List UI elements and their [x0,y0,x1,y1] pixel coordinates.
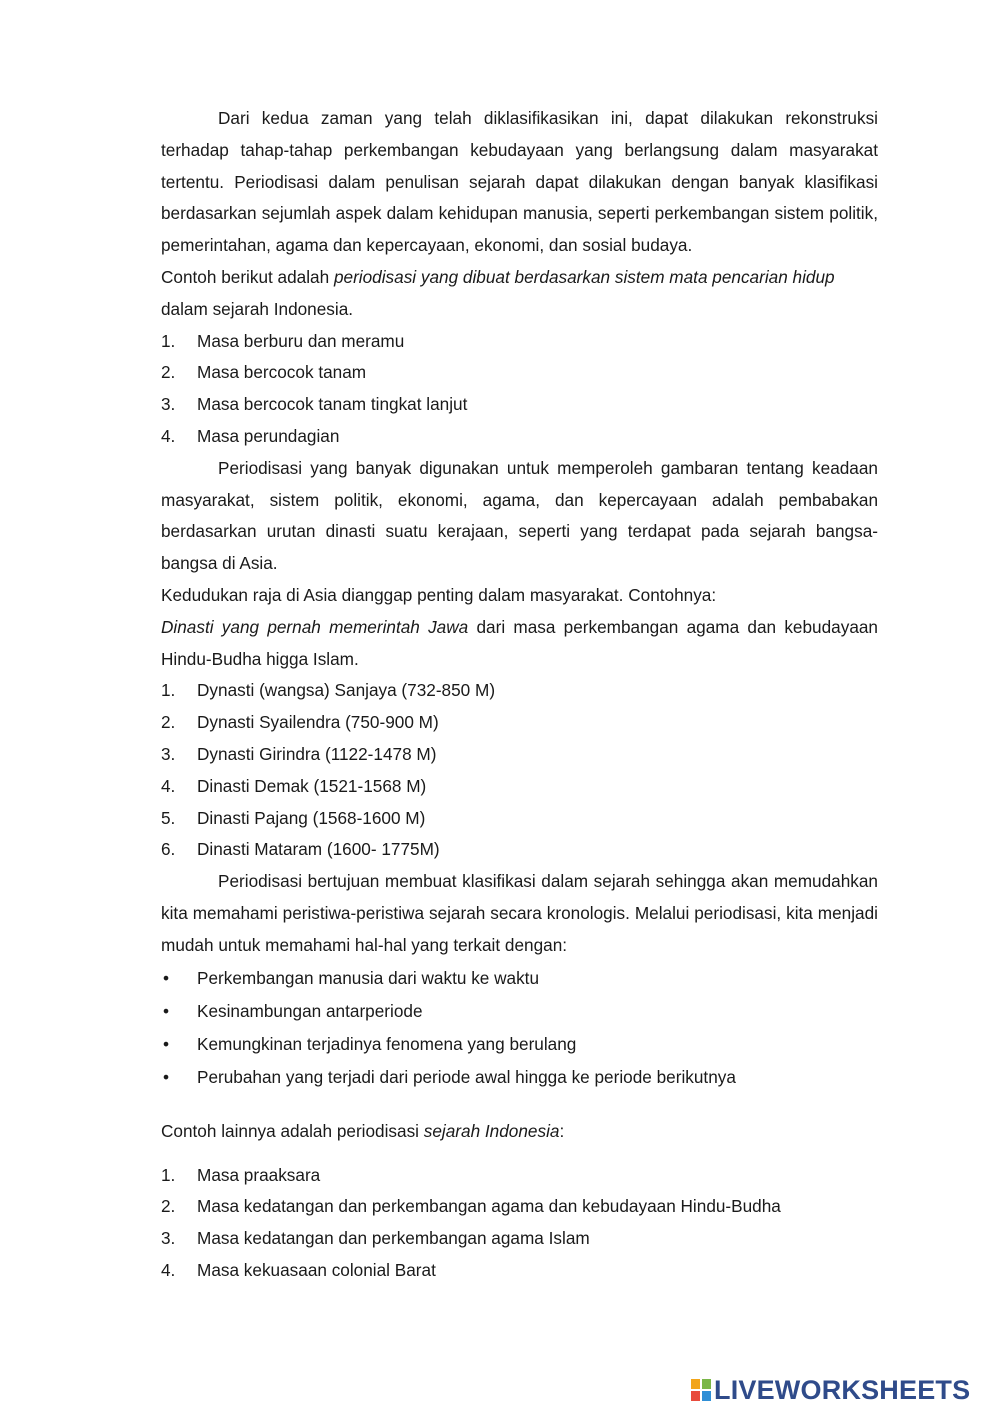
list-item: 4. Masa perundagian [161,425,340,446]
example-italic: Dinasti yang pernah memerintah Jawa [161,616,469,637]
paragraph-purpose: Periodisasi bertujuan membuat klasifikasi dalam sejarah sehingga akan memudahkan kita memahami peristiwa-peristiwa sejarah secara kronologis. Melalui periodisasi, kita menjadi mudah untuk memahami hal-hal yang terkait dengan: [161,871,878,955]
list-item: 6. Dinasti Mataram (1600- 1775M) [161,839,440,860]
document-page [161,103,878,1287]
list-item: 4. Dinasti Demak (1521-1568 M) [161,775,427,796]
list-item: 1. Masa praaksara [161,1164,321,1185]
list-item: 2. Masa bercocok tanam [161,362,367,383]
list-item: 2. Masa kedatangan dan perkembangan agama dan kebudayaan Hindu-Budha [161,1196,781,1217]
list-item: 4. Masa kekuasaan colonial Barat [161,1260,436,1281]
list-item: 3. Dynasti Girindra (1122-1478 M) [161,743,437,764]
example-suffix: dalam sejarah Indonesia. [161,298,354,319]
list-item: 2. Dynasti Syailendra (750-900 M) [161,712,439,733]
paragraph-intro: Dari kedua zaman yang telah diklasifikasikan ini, dapat dilakukan rekonstruksi terhadap tahap-tahap perkembangan kebudayaan yang berlangsung dalam masyarakat tertentu. Periodisasi dalam penulisan sejarah dapat dilakukan dengan banyak klasifikasi berdasarkan sejumlah aspek dalam kehidupan manusia, seperti perkembangan sistem politik, pemerintahan, agama dan kepercayaan, ekonomi, dan sosial budaya. [161,108,878,256]
liveworksheets-logo [690,1375,970,1405]
list-item: 1. Masa berburu dan meramu [161,330,405,351]
example-italic: sejarah Indonesia [423,1120,560,1141]
livelihood-period-list [161,326,878,453]
list-item: 3. Masa kedatangan dan perkembangan agama Islam [161,1228,590,1249]
example-indonesia-intro [161,1116,878,1148]
example-suffix: : [559,1120,565,1141]
bullet-item: • Kesinambungan antarperiode [161,995,878,1028]
logo-text: LIVEWORKSHEETS [714,1374,971,1405]
list-item: 1. Dynasti (wangsa) Sanjaya (732-850 M) [161,680,496,701]
bullet-icon: • [163,1066,170,1087]
purpose-bullet-list [161,962,878,1094]
bullet-item: • Perubahan yang terjadi dari periode awal hingga ke periode berikutnya [161,1061,878,1094]
bullet-icon: • [163,1033,170,1054]
indonesia-period-list [161,1160,878,1287]
bullet-item: • Kemungkinan terjadinya fenomena yang berulang [161,1028,878,1061]
paragraph-king-position: Kedudukan raja di Asia dianggap penting dalam masyarakat. Contohnya: [161,584,717,605]
example-prefix: Contoh lainnya adalah periodisasi [161,1120,424,1141]
example-suffix: dari masa perkembangan agama dan kebudayaan Hindu-Budha higga Islam. [161,616,878,669]
list-item: 5. Dinasti Pajang (1568-1600 M) [161,807,426,828]
paragraph-dynasty: Periodisasi yang banyak digunakan untuk memperoleh gambaran tentang keadaan masyarakat, sistem politik, ekonomi, agama, dan kepercayaan adalah pembabakan berdasarkan urutan dinasti suatu kerajaan, seperti yang terdapat pada sejarah bangsa- bangsa di Asia. [161,457,878,574]
example-prefix: Contoh berikut adalah [161,266,334,287]
example-java-dynasty-intro [161,612,878,676]
example-italic: periodisasi yang dibuat berdasarkan sistem mata pencarian hidup [333,266,835,287]
liveworksheets-logo-icon [690,1378,712,1402]
bullet-icon: • [163,1000,170,1021]
example-livelihood-intro [161,262,878,326]
list-item: 3. Masa bercocok tanam tingkat lanjut [161,394,468,415]
bullet-icon: • [163,967,170,988]
bullet-item: • Perkembangan manusia dari waktu ke waktu [161,962,878,995]
dynasty-list [161,675,878,866]
